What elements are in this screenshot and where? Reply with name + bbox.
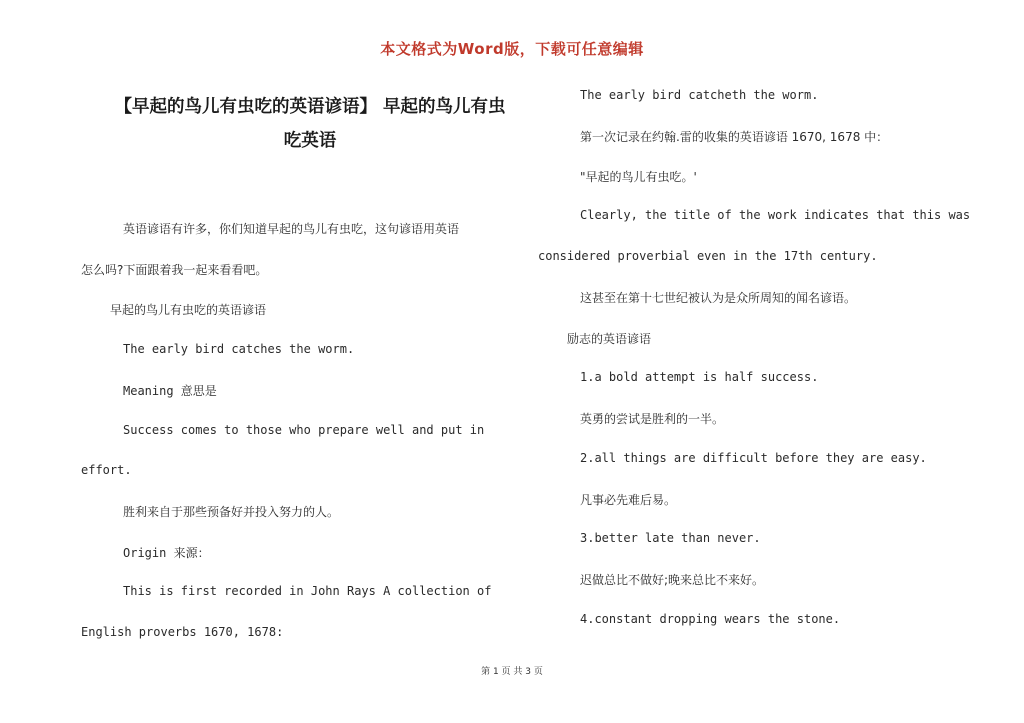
quote-english: The early bird catcheth the worm. — [580, 88, 819, 102]
meaning-label: Meaning 意思是 — [123, 384, 217, 398]
origin-line-2: English proverbs 1670, 1678: — [81, 625, 284, 639]
proverb-item-1: 1.a bold attempt is half success. — [580, 370, 819, 384]
proverb-english: The early bird catches the worm. — [123, 342, 355, 356]
clearly-line-2: considered proverbial even in the 17th century. — [538, 249, 878, 263]
intro-paragraph-line-1: 英语谚语有许多，你们知道早起的鸟儿有虫吃，这句谚语用英语 — [123, 222, 460, 236]
quote-chinese: "早起的鸟儿有虫吃。' — [580, 170, 697, 184]
proverb-item-1-chinese: 英勇的尝试是胜利的一半。 — [580, 412, 725, 426]
proverb-item-3: 3.better late than never. — [580, 531, 761, 545]
section-heading-inspirational: 励志的英语谚语 — [567, 332, 652, 346]
origin-label: Origin 来源： — [123, 546, 210, 560]
proverb-item-3-chinese: 迟做总比不做好;晚来总比不来好。 — [580, 573, 765, 587]
title-line-2: 吃英语 — [283, 131, 337, 151]
page-number-footer: 第 1 页 共 3 页 — [481, 667, 543, 677]
proverb-item-4: 4.constant dropping wears the stone. — [580, 612, 841, 626]
clearly-line-1: Clearly, the title of the work indicates that this was — [580, 208, 971, 222]
origin-line-1: This is first recorded in John Rays A collection of — [123, 584, 492, 598]
document-title — [80, 90, 540, 158]
record-chinese: 第一次记录在约翰.雷的收集的英语谚语 1670, 1678 中： — [580, 130, 889, 144]
title-line-1: 【早起的鸟儿有虫吃的英语谚语】 早起的鸟儿有虫 — [114, 97, 506, 117]
meaning-line-1: Success comes to those who prepare well and put in — [123, 423, 485, 437]
meaning-line-2: effort. — [81, 463, 132, 477]
clearly-chinese: 这甚至在第十七世纪被认为是众所周知的闻名谚语。 — [580, 291, 857, 305]
format-banner: 本文格式为Word版，下载可任意编辑 — [380, 40, 644, 58]
intro-paragraph-line-2: 怎么吗?下面跟着我一起来看看吧。 — [81, 263, 268, 277]
proverb-item-2-chinese: 凡事必先难后易。 — [580, 493, 677, 507]
proverb-item-2: 2.all things are difficult before they are easy. — [580, 451, 927, 465]
section-heading-proverb: 早起的鸟儿有虫吃的英语谚语 — [110, 303, 267, 317]
meaning-chinese: 胜利来自于那些预备好并投入努力的人。 — [123, 505, 340, 519]
